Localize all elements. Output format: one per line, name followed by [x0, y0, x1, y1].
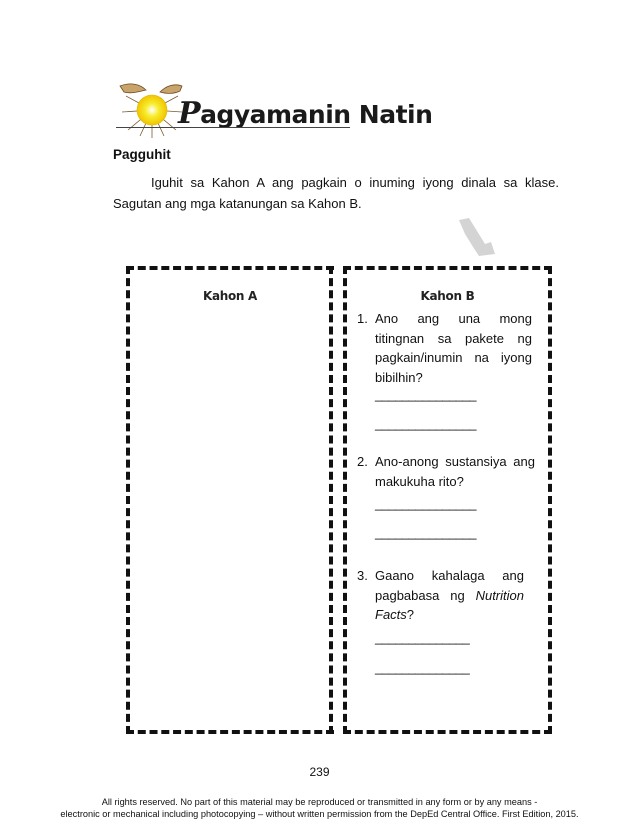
kahon-a-label: Kahon A — [202, 289, 258, 303]
answer-blank[interactable]: _______________ — [375, 416, 476, 431]
section-title-rest: agyamanin Natin — [200, 100, 433, 129]
kahon-a-right-border — [329, 266, 333, 734]
question-text — [375, 566, 524, 625]
answer-blank[interactable]: ______________ — [375, 630, 470, 645]
nutrition-facts-term: Nutrition Facts — [375, 587, 524, 622]
answer-blank[interactable]: _______________ — [375, 496, 476, 511]
question-number: 3. — [357, 568, 368, 583]
activity-title: Pagguhit — [113, 147, 171, 162]
answer-blank[interactable]: ______________ — [375, 660, 470, 675]
page-number: 239 — [309, 765, 330, 779]
footer-line-2: electronic or mechanical including photocopying – without written permission from the DepEd Central Office. First Edition, 2015. — [60, 808, 579, 819]
question-text-after: ? — [406, 607, 415, 622]
title-underline — [116, 127, 350, 128]
watermark-fragment-icon — [455, 214, 497, 258]
section-title — [178, 96, 432, 131]
copyright-footer — [20, 797, 619, 820]
activity-instructions: Iguhit sa Kahon A ang pagkain o inuming iyong dinala sa klase. Sagutan ang mga katanungan sa Kahon B. — [113, 175, 559, 211]
footer-line-1: All rights reserved. No part of this material may be reproduced or transmitted in any form or by any means - — [101, 797, 538, 807]
section-title-initial: P — [178, 96, 201, 131]
kahon-b-label: Kahon B — [420, 289, 475, 303]
question-text: Ano ang una mong titingnan sa pakete ng pagkain/inumin na iyong bibilhin? — [375, 311, 532, 385]
question-number: 1. — [357, 311, 368, 326]
question-text: Ano-anong sustansiya ang makukuha rito? — [375, 454, 535, 489]
answer-blank[interactable]: _______________ — [375, 387, 476, 402]
answer-blank[interactable]: _______________ — [375, 525, 476, 540]
kahon-a-box[interactable] — [126, 266, 334, 734]
question-number: 2. — [357, 454, 368, 469]
question-text-before: Gaano kahalaga ang pagbabasa ng — [375, 568, 524, 603]
